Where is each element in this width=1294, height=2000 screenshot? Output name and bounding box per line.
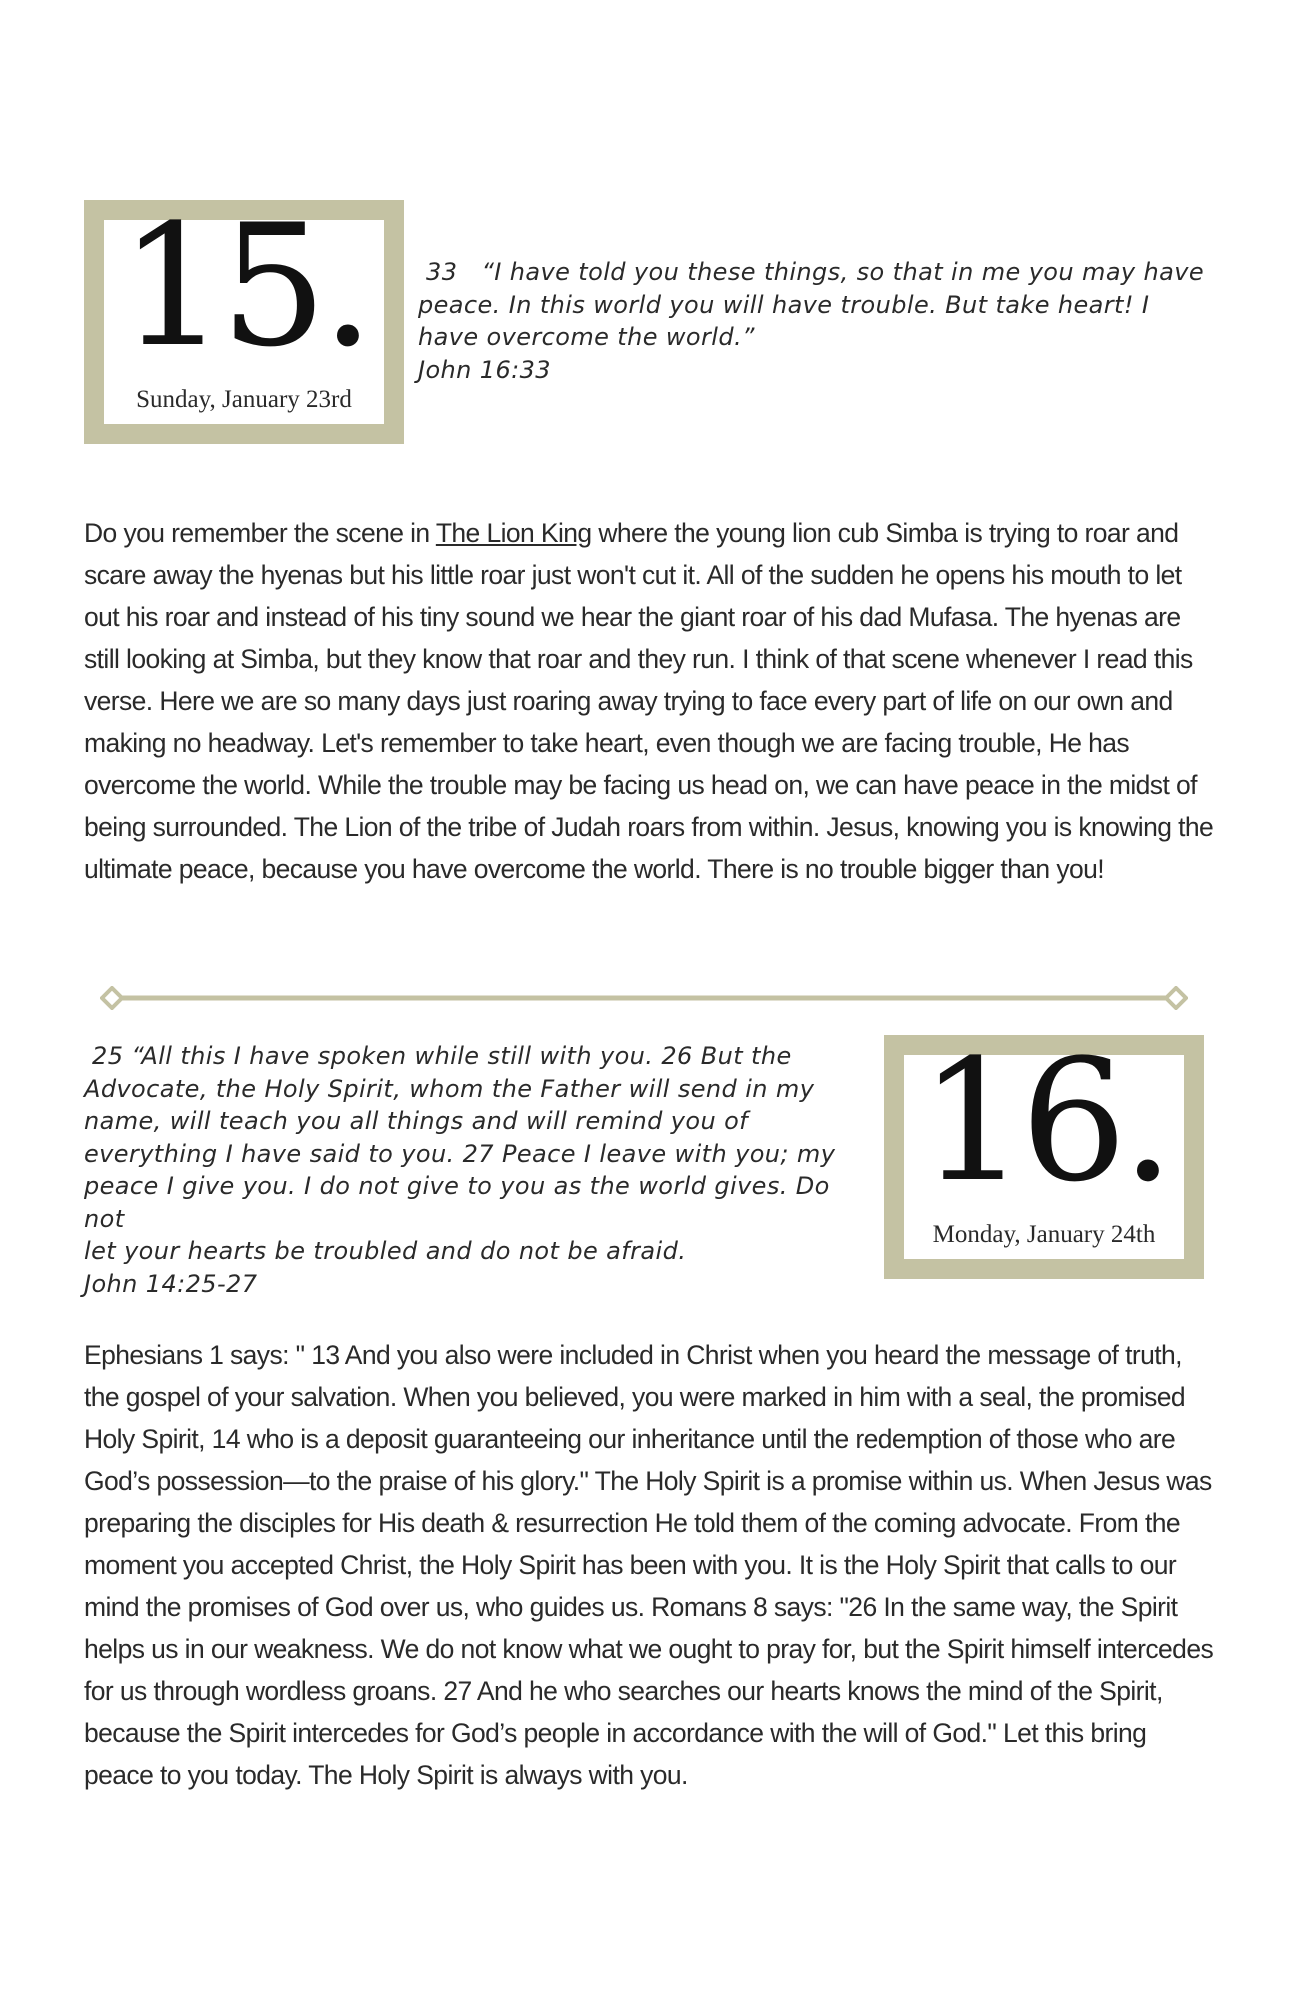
day-15-date-box — [84, 188, 404, 444]
reflection-text: where the young lion cub Simba is trying to roar and scare away the hyenas but his little roar just won't cut it. All of the sudden he opens his mouth to let out his roar and instead of his tiny sound we hear the giant roar of his dad Mufasa. The hyenas are still looking at Simba, but they know that roar and they run. I think of that scene whenever I read this verse. Here we are so many days just roaring away trying to face every part of life on our own and making no headway. Let's remember to take heart, even though we are facing trouble, He has overcome the world. While the trouble may be facing us head on, we can have peace in the midst of being surrounded. The Lion of the tribe of Judah roars from within. Jesus, knowing you is knowing the ultimate peace, because you have overcome the world. There is no trouble bigger than you! — [84, 518, 1214, 884]
verse-line: 25 “All this I have spoken while still with you. 26 But the — [84, 1042, 792, 1070]
verse-line: peace I give you. I do not give to you as the world gives. Do not — [84, 1172, 830, 1233]
verse-line: 33 “I have told you these things, so that in me you may have — [418, 258, 1205, 286]
day-15-verse — [418, 256, 1205, 386]
section-divider — [100, 986, 1188, 1010]
day-number: 16. — [919, 1023, 1169, 1219]
verse-line: name, will teach you all things and will remind you of — [84, 1107, 749, 1135]
date-box-inner — [104, 188, 384, 424]
day-number: 15. — [119, 188, 369, 384]
day-date: Sunday, January 23rd — [136, 386, 352, 413]
date-box-inner — [904, 1023, 1184, 1259]
day-date: Monday, January 24th — [932, 1221, 1156, 1248]
divider-left-diamond — [102, 988, 122, 1008]
day-16-reflection: Ephesians 1 says: " 13 And you also were included in Christ when you heard the message of truth, the gospel of your salvation. When you believed, you were marked in him with a seal, the promised Holy Spirit, 14 who is a deposit guaranteeing our inheritance until the redemption of those who are God’s possession—to the praise of his glory." The Holy Spirit is a promise within us. When Jesus was preparing the disciples for His death & resurrection He told them of the coming advocate. From the moment you accepted Christ, the Holy Spirit has been with you. It is the Holy Spirit that calls to our mind the promises of God over us, who guides us. Romans 8 says: "26 In the same way, the Spirit helps us in our weakness. We do not know what we ought to pray for, but the Spirit himself intercedes for us through wordless groans. 27 And he who searches our hearts knows the mind of the Spirit, because the Spirit intercedes for God’s people in accordance with the will of God." Let this bring peace to you today. The Holy Spirit is always with you. — [84, 1340, 1214, 1790]
divider-right-diamond — [1166, 988, 1186, 1008]
movie-title: The Lion King — [435, 518, 592, 548]
verse-line: let your hearts be troubled and do not be afraid. — [84, 1237, 687, 1265]
verse-line: everything I have said to you. 27 Peace I leave with you; my — [84, 1139, 836, 1168]
verse-reference: John 14:25-27 — [84, 1269, 258, 1298]
reflection-text: Do you remember the scene in — [84, 518, 436, 548]
verse-line: have overcome the world.” — [418, 323, 755, 351]
verse-line: peace. In this world you will have trouble. But take heart! I — [418, 290, 1150, 319]
day-15-reflection — [84, 512, 1214, 890]
day-16-verse — [84, 1040, 874, 1300]
day-16-date-box — [884, 1023, 1204, 1279]
verse-line: Advocate, the Holy Spirit, whom the Father will send in my — [84, 1074, 815, 1103]
verse-reference: John 16:33 — [418, 355, 551, 384]
